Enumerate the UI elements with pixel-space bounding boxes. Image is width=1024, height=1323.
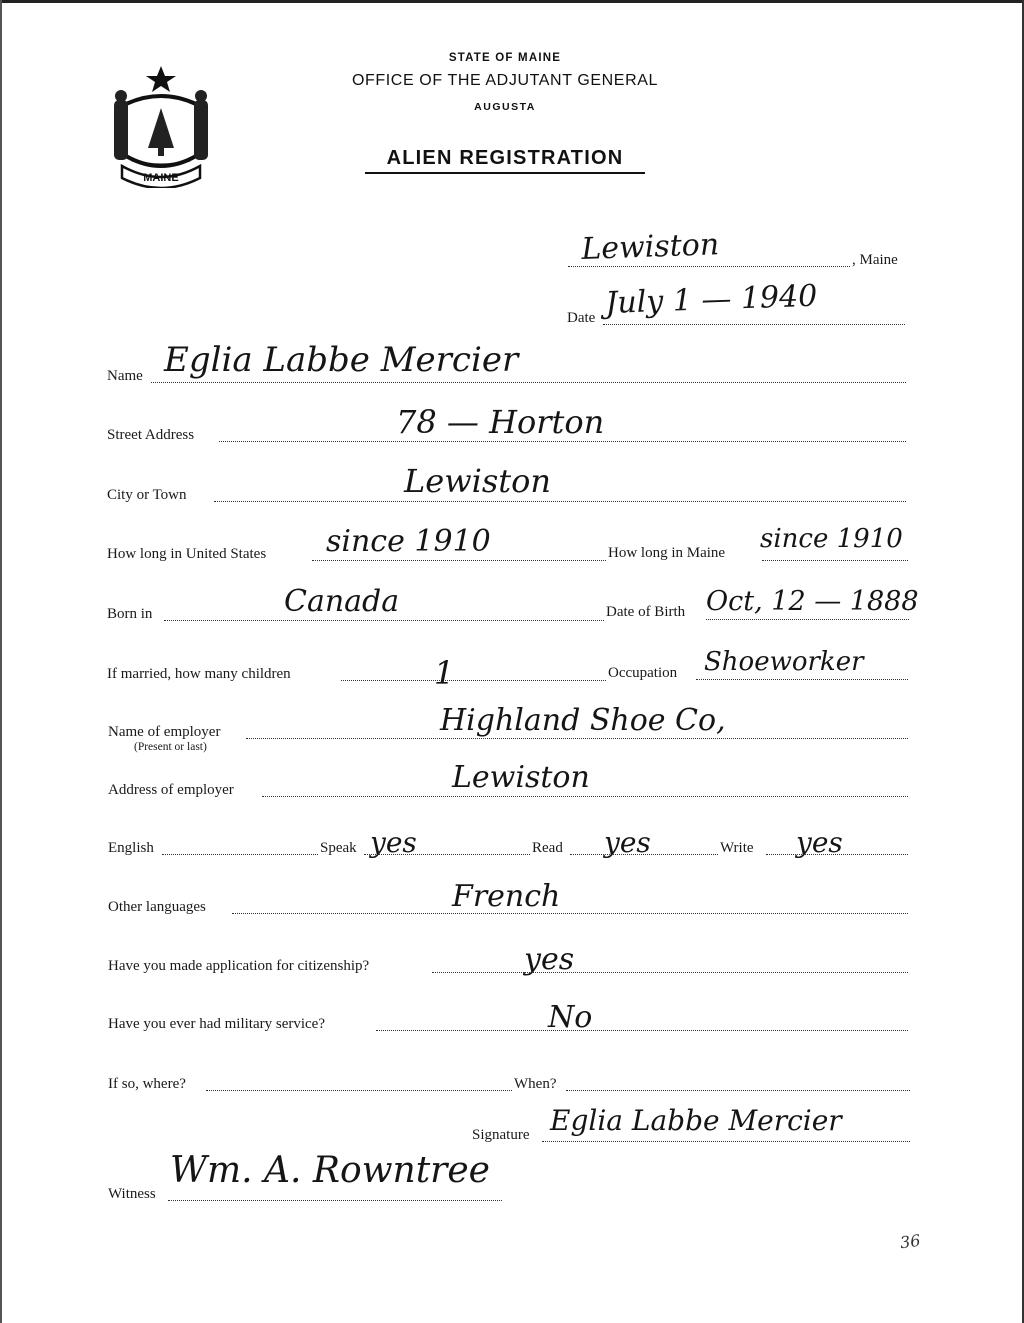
employer-sublabel: (Present or last) [134,741,207,753]
occupation-label: Occupation [608,665,678,681]
witness-label: Witness [108,1186,156,1202]
seal-label: MAINE [143,172,179,184]
military-line [376,1030,908,1031]
children-line [341,680,606,681]
when-line [566,1090,910,1091]
where-line [206,1090,512,1091]
speak-value: yes [370,826,417,859]
english-label: English [108,840,154,856]
citizenship-line [432,972,908,973]
name-value: Eglia Labbe Mercier [164,340,519,380]
town-line [568,266,850,267]
occupation-value: Shoeworker [704,647,864,677]
date-label: Date [567,310,596,326]
write-label: Write [720,840,754,856]
date-value: July 1 — 1940 [604,278,818,321]
citizenship-value: yes [524,942,575,977]
other-languages-value: French [452,879,561,914]
scan-edge-left [0,0,2,1323]
maine-duration-label: How long in Maine [608,545,726,561]
scan-edge-top [0,0,1024,3]
employer-address-label: Address of employer [108,782,234,798]
city-value: Lewiston [404,462,551,500]
name-label: Name [107,368,143,384]
header-state: STATE OF MAINE [448,52,562,64]
read-value: yes [604,826,651,859]
us-duration-value: since 1910 [326,524,491,559]
form-title: ALIEN REGISTRATION [365,147,645,174]
dob-label: Date of Birth [606,604,686,620]
maine-state-seal [108,64,214,188]
us-duration-line [312,560,606,561]
occupation-line [696,679,908,680]
read-label: Read [532,840,563,856]
witness-value: Wm. A. Rowntree [170,1150,490,1191]
employer-address-line [262,796,908,797]
maine-duration-value: since 1910 [760,524,903,554]
other-languages-line [232,913,908,914]
speak-label: Speak [320,840,357,856]
street-label: Street Address [107,427,195,443]
header-office: OFFICE OF THE ADJUTANT GENERAL [351,72,659,89]
employer-value: Highland Shoe Co, [440,703,726,738]
children-label: If married, how many children [107,666,291,682]
english-line [162,854,318,855]
page-note: 36 [898,1230,922,1253]
signature-value: Eglia Labbe Mercier [550,1104,842,1137]
signature-label: Signature [472,1127,530,1143]
witness-line [168,1200,502,1201]
born-value: Canada [284,584,400,619]
citizenship-label: Have you made application for citizenship? [108,958,370,974]
town-value: Lewiston [580,227,720,267]
where-label: If so, where? [108,1076,186,1092]
signature-line [542,1141,910,1142]
dob-line [706,619,909,620]
children-value: 1 [434,654,455,692]
city-label: City or Town [107,487,187,503]
header-city: AUGUSTA [474,101,536,113]
name-line [151,382,906,383]
when-label: When? [514,1076,557,1092]
employer-label: Name of employer [108,724,221,740]
street-line [219,441,906,442]
dob-value: Oct, 12 — 1888 [706,586,919,617]
other-languages-label: Other languages [108,899,206,915]
born-line [164,620,604,621]
us-duration-label: How long in United States [107,546,267,562]
employer-line [246,738,908,739]
write-value: yes [796,826,843,859]
date-line [603,324,905,325]
employer-address-value: Lewiston [452,760,590,795]
military-label: Have you ever had military service? [108,1016,325,1032]
maine-duration-line [762,560,908,561]
military-value: No [548,1000,593,1035]
street-value: 78 — Horton [396,403,605,441]
city-line [214,501,906,502]
born-label: Born in [107,606,153,622]
town-suffix: , Maine [852,252,898,268]
